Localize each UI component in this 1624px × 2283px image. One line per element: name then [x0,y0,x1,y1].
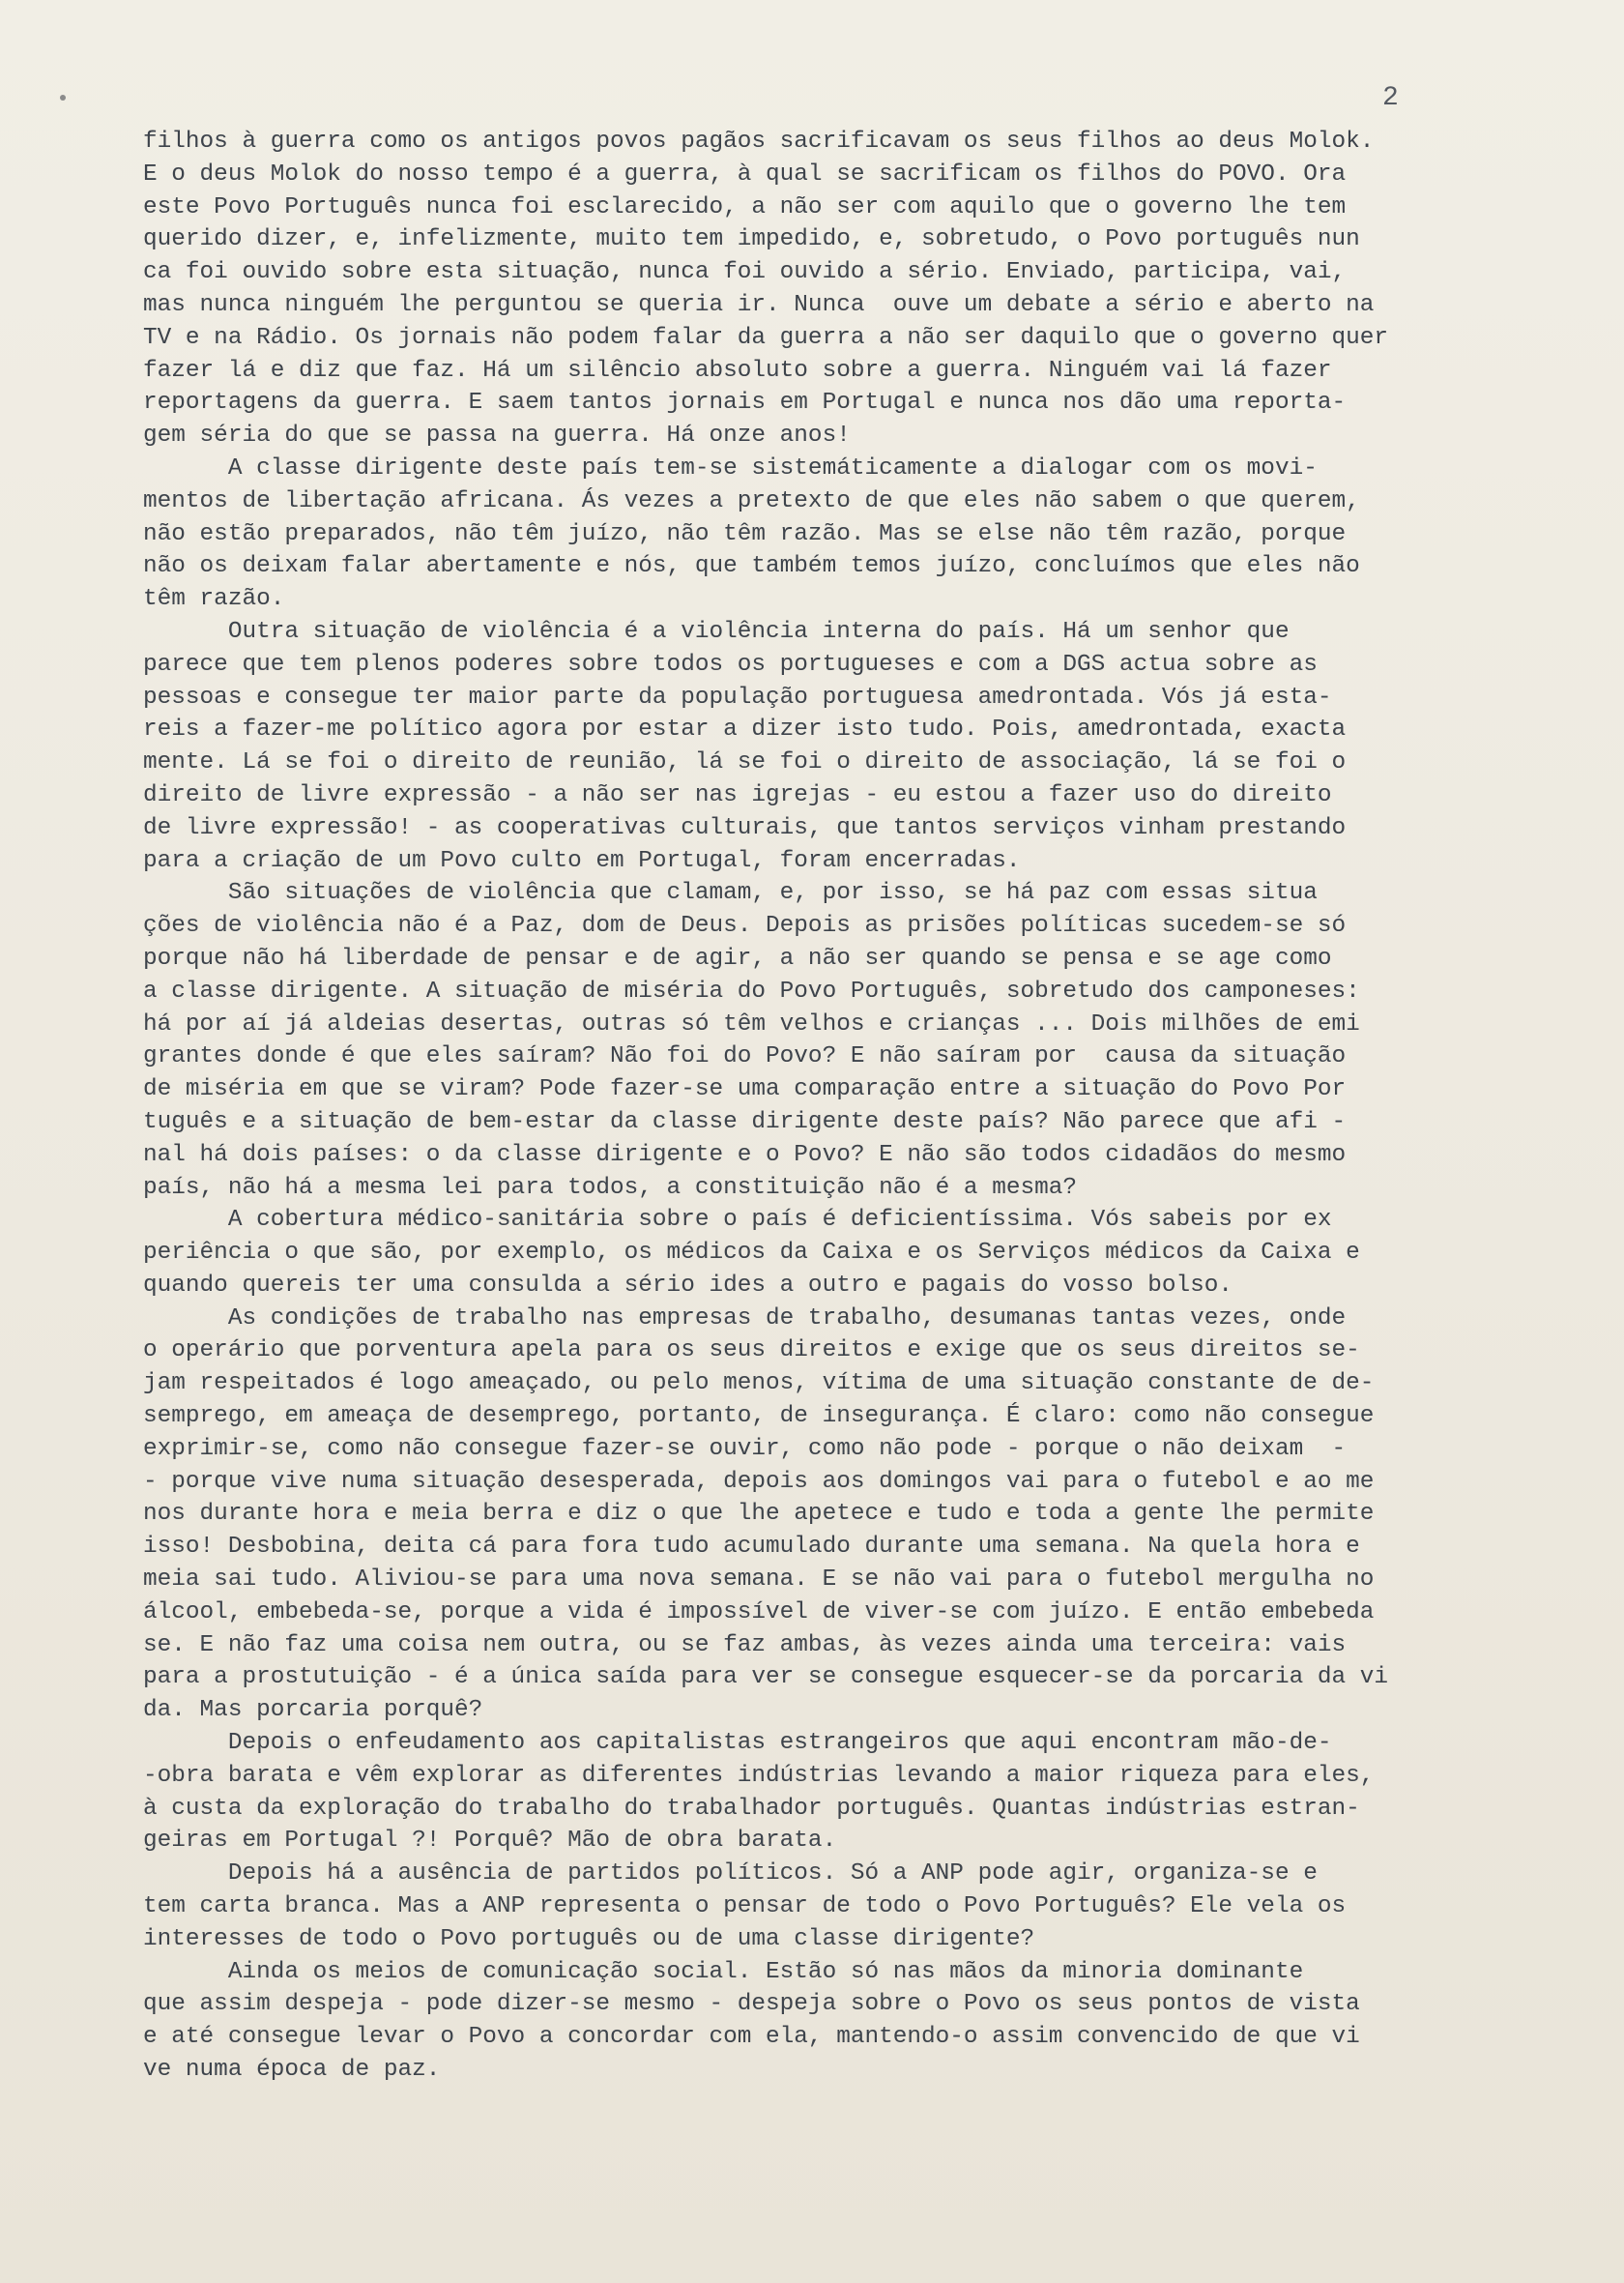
text-line: jam respeitados é logo ameaçado, ou pelo menos, vítima de uma situação constante de de- [143,1370,1375,1397]
text-line: meia sai tudo. Aliviou-se para uma nova semana. E se não vai para o futebol mergulha no [143,1566,1375,1594]
text-line: gem séria do que se passa na guerra. Há onze anos! [143,423,851,450]
text-line: mente. Lá se foi o direito de reunião, lá se foi o direito de associação, lá se foi o [143,749,1347,776]
text-line: quando quereis ter uma consulda a sério ides a outro e pagais do vosso bolso. [143,1272,1233,1299]
text-line: interesses de todo o Povo português ou de uma classe dirigente? [143,1925,1035,1952]
text-line: -obra barata e vêm explorar as diferentes indústrias levando a maior riqueza para eles, [143,1762,1375,1789]
text-line: tuguês e a situação de bem-estar da classe dirigente deste país? Não parece que afi - [143,1108,1347,1135]
punch-hole-mark [60,95,66,101]
text-line: fazer lá e diz que faz. Há um silêncio absoluto sobre a guerra. Ninguém vai lá fazer [143,357,1332,384]
text-line: periência o que são, por exemplo, os médicos da Caixa e os Serviços médicos da Caixa e [143,1240,1360,1267]
typed-body-text [143,126,1554,2087]
text-line: ca foi ouvido sobre esta situação, nunca foi ouvido a sério. Enviado, participa, vai, [143,259,1347,286]
text-line: - porque vive numa situação desesperada, depois aos domingos vai para o futebol e ao me [143,1468,1375,1495]
text-line: As condições de trabalho nas empresas de trabalho, desumanas tantas vezes, onde [143,1304,1347,1332]
text-line: semprego, em ameaça de desemprego, portanto, de insegurança. É claro: como não consegue [143,1403,1375,1430]
text-line: filhos à guerra como os antigos povos pagãos sacrificavam os seus filhos ao deus Molok. [143,129,1375,155]
text-line: E o deus Molok do nosso tempo é a guerra, à qual se sacrificam os filhos do POVO. Ora [143,161,1347,188]
text-line: tem carta branca. Mas a ANP representa o pensar de todo o Povo Português? Ele vela os [143,1893,1347,1920]
text-line: TV e na Rádio. Os jornais não podem falar da guerra a não ser daquilo que o governo quer [143,324,1389,351]
text-line: que assim despeja - pode dizer-se mesmo - despeja sobre o Povo os seus pontos de vista [143,1991,1360,2018]
page-number: 2 [1382,83,1399,113]
text-line: álcool, embebeda-se, porque a vida é impossível de viver-se com juízo. E então embebeda [143,1598,1375,1625]
text-line: reis a fazer-me político agora por estar a dizer isto tudo. Pois, amedrontada, exacta [143,717,1347,744]
text-line: a classe dirigente. A situação de miséria do Povo Português, sobretudo dos camponeses: [143,978,1360,1005]
text-line: reportagens da guerra. E saem tantos jornais em Portugal e nunca nos dão uma reporta- [143,390,1347,417]
text-line: mentos de libertação africana. Ás vezes a pretexto de que eles não sabem o que querem, [143,487,1360,514]
text-line: Ainda os meios de comunicação social. Estão só nas mãos da minoria dominante [143,1958,1304,1985]
text-line: Outra situação de violência é a violência interna do país. Há um senhor que [143,618,1290,645]
text-line: têm razão. [143,586,285,613]
text-line: não estão preparados, não têm juízo, não têm razão. Mas se else não têm razão, porque [143,520,1347,547]
text-line: país, não há a mesma lei para todos, a constituição não é a mesma? [143,1174,1078,1201]
text-line: ve numa época de paz. [143,2057,441,2084]
text-line: A cobertura médico-sanitária sobre o país é deficientíssima. Vós sabeis por ex [143,1207,1332,1234]
text-line: pessoas e consegue ter maior parte da população portuguesa amedrontada. Vós já esta- [143,684,1332,711]
text-line: parece que tem plenos poderes sobre todos os portugueses e com a DGS actua sobre as [143,651,1318,678]
text-line: este Povo Português nunca foi esclarecido, a não ser com aquilo que o governo lhe tem [143,193,1347,220]
text-line: não os deixam falar abertamente e nós, que também temos juízo, concluímos que eles não [143,553,1360,580]
text-line: isso! Desbobina, deita cá para fora tudo acumulado durante uma semana. Na quela hora e [143,1534,1360,1561]
text-line: geiras em Portugal ?! Porquê? Mão de obra barata. [143,1828,837,1855]
text-line: ções de violência não é a Paz, dom de Deus. Depois as prisões políticas sucedem-se só [143,913,1347,940]
text-line: mas nunca ninguém lhe perguntou se queria ir. Nunca ouve um debate a sério e aberto na [143,291,1375,318]
text-line: grantes donde é que eles saíram? Não foi do Povo? E não saíram por causa da situação [143,1043,1347,1070]
text-line: da. Mas porcaria porquê? [143,1697,483,1724]
text-line: à custa da exploração do trabalho do trabalhador português. Quantas indústrias estran- [143,1795,1360,1822]
text-line: Depois há a ausência de partidos políticos. Só a ANP pode agir, organiza-se e [143,1860,1318,1888]
text-line: querido dizer, e, infelizmente, muito tem impedido, e, sobretudo, o Povo português nun [143,226,1360,253]
text-line: há por aí já aldeias desertas, outras só têm velhos e crianças ... Dois milhões de emi [143,1010,1360,1038]
text-line: de livre expressão! - as cooperativas culturais, que tantos serviços vinham prestando [143,814,1347,841]
text-line: para a criação de um Povo culto em Portugal, foram encerradas. [143,847,1021,874]
text-line: nos durante hora e meia berra e diz o que lhe apetece e tudo e toda a gente lhe permite [143,1501,1375,1528]
text-line: o operário que porventura apela para os seus direitos e exige que os seus direitos se- [143,1337,1360,1364]
text-line: A classe dirigente deste país tem-se sistemáticamente a dialogar com os movi- [143,454,1318,482]
text-line: direito de livre expressão - a não ser nas igrejas - eu estou a fazer uso do direito [143,781,1332,808]
text-line: de miséria em que se viram? Pode fazer-se uma comparação entre a situação do Povo Por [143,1076,1347,1103]
text-line: exprimir-se, como não consegue fazer-se ouvir, como não pode - porque o não deixam - [143,1435,1347,1462]
text-line: se. E não faz uma coisa nem outra, ou se faz ambas, às vezes ainda uma terceira: vais [143,1631,1347,1658]
text-line: Depois o enfeudamento aos capitalistas estrangeiros que aqui encontram mão-de- [143,1730,1332,1757]
text-line: para a prostutuição - é a única saída para ver se consegue esquecer-se da porcaria da vi [143,1664,1389,1691]
text-line: São situações de violência que clamam, e, por isso, se há paz com essas situa [143,880,1318,907]
text-line: e até consegue levar o Povo a concordar com ela, mantendo-o assim convencido de que vi [143,2024,1360,2051]
text-line: nal há dois países: o da classe dirigente e o Povo? E não são todos cidadãos do mesmo [143,1141,1347,1168]
text-line: porque não há liberdade de pensar e de agir, a não ser quando se pensa e se age como [143,945,1332,972]
